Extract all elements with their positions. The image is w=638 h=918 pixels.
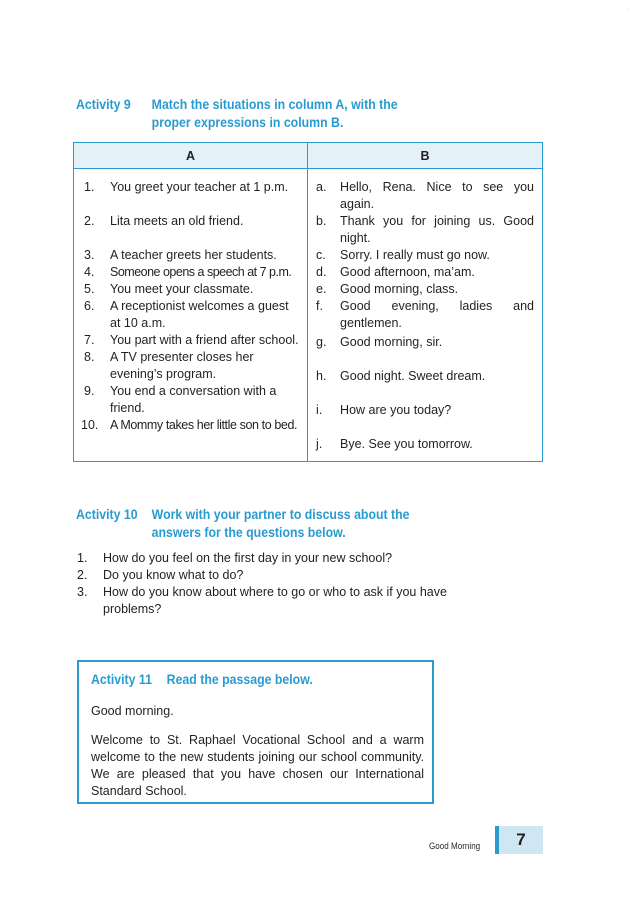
situation-text: You end a conversation with a friend. <box>110 384 277 415</box>
item-letter: a. <box>316 180 327 194</box>
expression-text: How are you today? <box>340 403 452 417</box>
question-item <box>77 567 457 584</box>
column-b-list <box>308 179 542 453</box>
item-number: 4. <box>84 265 95 279</box>
item-number: 9. <box>84 384 95 398</box>
activity-10-heading <box>76 505 516 545</box>
question-number: 2. <box>77 568 88 582</box>
expression-item <box>308 247 542 264</box>
situation-text: You part with a friend after school. <box>110 333 299 347</box>
activity-10-questions <box>77 550 457 618</box>
activity-9-label: Activity 9 <box>76 96 131 112</box>
expression-text: Good evening, ladies and gentlemen. <box>340 299 534 330</box>
question-item <box>77 550 457 567</box>
expression-item <box>308 213 542 247</box>
expression-text: Good afternoon, ma’am. <box>340 265 475 279</box>
activity-9-title-line1: Match the situations in column A, with the <box>151 96 398 112</box>
item-number: 7. <box>84 333 95 347</box>
question-text: How do you feel on the first day in your new school? <box>103 551 393 565</box>
column-a-cell <box>74 169 308 462</box>
passage-text: Welcome to St. Raphael Vocational School and a warm welcome to the new students joining our school community. We are pleased that you have chosen our International Standard School. <box>91 733 424 798</box>
situation-text: A receptionist welcomes a guest at 10 a.m. <box>110 299 289 330</box>
expression-item <box>308 436 542 453</box>
item-number: 3. <box>84 248 95 262</box>
item-number: 8. <box>84 350 95 364</box>
activity-11-box <box>77 660 434 804</box>
activity-10-label: Activity 10 <box>76 506 138 522</box>
column-a-list <box>74 179 307 434</box>
expression-text: Thank you for joining us. Good night. <box>340 214 534 245</box>
item-letter: i. <box>316 403 323 417</box>
item-letter: j. <box>316 437 323 451</box>
page-number: 7 <box>495 826 543 854</box>
item-number: 6. <box>84 299 95 313</box>
item-number: 2. <box>84 214 95 228</box>
expression-item <box>308 402 542 419</box>
column-b-header: B <box>308 143 543 169</box>
activity-11-heading <box>91 670 390 690</box>
item-letter: e. <box>316 282 327 296</box>
running-title: Good Morning <box>429 841 481 852</box>
situation-item <box>74 247 307 264</box>
situation-item <box>74 281 307 298</box>
activity-11-title: Read the passage below. <box>166 671 313 687</box>
situation-item <box>74 417 307 434</box>
situation-text: You meet your classmate. <box>110 282 254 296</box>
expression-text: Good morning, class. <box>340 282 459 296</box>
question-item <box>77 584 457 618</box>
column-a-header: A <box>74 143 308 169</box>
item-number: 1. <box>84 180 95 194</box>
situation-text: Lita meets an old friend. <box>110 214 244 228</box>
expression-text: Sorry. I really must go now. <box>340 248 490 262</box>
corner-mark: · <box>626 4 629 14</box>
expression-text: Good night. Sweet dream. <box>340 369 486 383</box>
activity-11-label: Activity 11 <box>91 671 152 687</box>
column-b-cell <box>308 169 543 462</box>
situation-item <box>74 298 307 332</box>
item-letter: f. <box>316 299 323 313</box>
item-letter: d. <box>316 265 327 279</box>
item-letter: h. <box>316 369 327 383</box>
expression-item <box>308 334 542 351</box>
item-number: 5. <box>84 282 95 296</box>
expression-item <box>308 179 542 213</box>
activity-9-heading <box>76 95 516 135</box>
situation-text: Someone opens a speech at 7 p.m. <box>110 265 292 279</box>
expression-item <box>308 368 542 385</box>
expression-item <box>308 264 542 281</box>
expression-item <box>308 298 542 332</box>
expression-text: Bye. See you tomorrow. <box>340 437 473 451</box>
question-text: How do you know about where to go or who to ask if you have problems? <box>103 585 447 616</box>
item-number: 10. <box>81 418 99 432</box>
situation-text: You greet your teacher at 1 p.m. <box>110 180 289 194</box>
situation-text: A teacher greets her students. <box>110 248 277 262</box>
situation-item <box>74 213 307 230</box>
situation-text: A Mommy takes her little son to bed. <box>110 418 298 432</box>
activity-10-title-line1: Work with your partner to discuss about the <box>151 506 410 522</box>
item-letter: g. <box>316 335 327 349</box>
situation-item <box>74 332 307 349</box>
passage-greeting: Good morning. <box>91 704 174 718</box>
question-number: 3. <box>77 585 88 599</box>
matching-table <box>73 142 543 462</box>
activity-9-title-line2: proper expressions in column B. <box>151 114 344 130</box>
question-number: 1. <box>77 551 88 565</box>
situation-item <box>74 349 307 383</box>
situation-item <box>74 179 307 196</box>
situation-item <box>74 383 307 417</box>
expression-text: Good morning, sir. <box>340 335 443 349</box>
situation-text: A TV presenter closes her evening’s program. <box>110 350 254 381</box>
situation-item <box>74 264 307 281</box>
item-letter: c. <box>316 248 326 262</box>
expression-item <box>308 281 542 298</box>
activity-10-title-line2: answers for the questions below. <box>151 524 346 540</box>
question-text: Do you know what to do? <box>103 568 244 582</box>
item-letter: b. <box>316 214 327 228</box>
expression-text: Hello, Rena. Nice to see you again. <box>340 180 534 211</box>
